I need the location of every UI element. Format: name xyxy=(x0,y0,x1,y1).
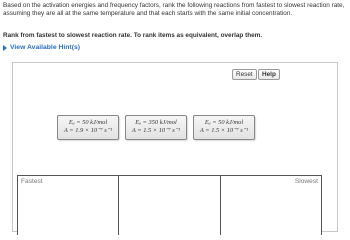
reaction-item[interactable] xyxy=(57,115,119,140)
ranking-bins xyxy=(17,175,322,235)
activation-energy: Eₐ = 50 kJ/mol xyxy=(68,119,108,126)
rank-bin-1[interactable] xyxy=(17,175,119,235)
rank-bin-3[interactable] xyxy=(221,175,322,235)
rank-bin-2[interactable] xyxy=(119,175,220,235)
help-button[interactable]: Help xyxy=(258,69,280,80)
frequency-factor: A = 1.5 × 10⁻⁷ s⁻¹ xyxy=(131,127,181,134)
caret-right-icon xyxy=(3,45,7,51)
fastest-label: Fastest xyxy=(21,178,43,185)
activation-energy: Eₐ = 350 kJ/mol xyxy=(135,119,177,126)
ranking-panel xyxy=(12,62,338,232)
frequency-factor: A = 1.5 × 10⁻⁷ s⁻¹ xyxy=(199,127,249,134)
slowest-label: Slowest xyxy=(294,178,318,185)
view-hints-label: View Available Hint(s) xyxy=(10,44,81,51)
reaction-item[interactable] xyxy=(193,115,255,140)
reaction-item[interactable] xyxy=(125,115,187,140)
ranking-instruction: Rank from fastest to slowest reaction rate. To rank items as equivalent, overlap them. xyxy=(3,32,263,39)
frequency-factor: A = 1.9 × 10⁻⁷ s⁻¹ xyxy=(63,127,113,134)
view-hints-link[interactable] xyxy=(3,44,80,51)
reset-button[interactable]: Reset xyxy=(232,69,257,80)
activation-energy: Eₐ = 50 kJ/mol xyxy=(204,119,244,126)
question-text: Based on the activation energies and frequency factors, rank the following reactions from fastest to slowest reaction rate, assuming they are all at the same temperature and that each starts with the same initial concentration. xyxy=(3,2,345,18)
